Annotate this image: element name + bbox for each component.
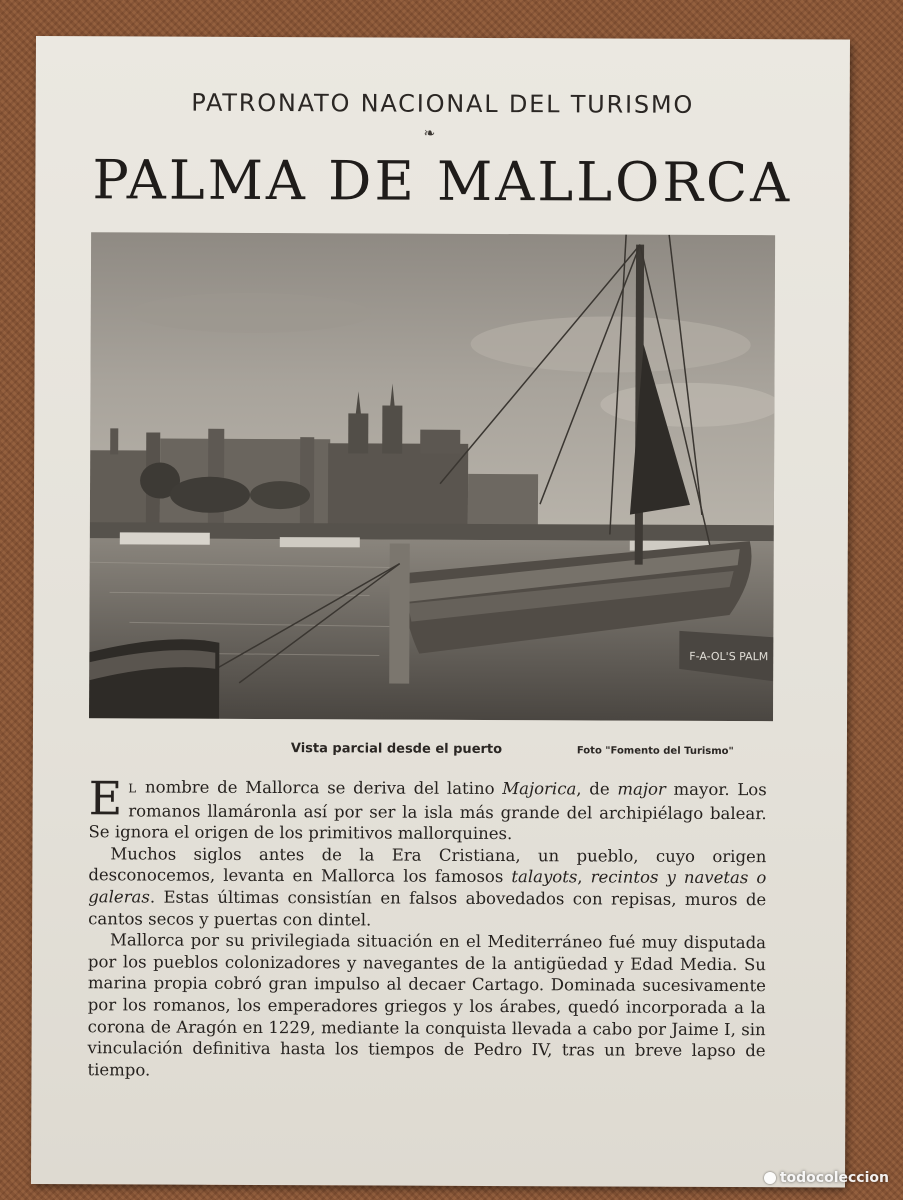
watermark-icon	[764, 1172, 776, 1184]
small-cap: L	[128, 781, 138, 796]
boat-inscription: F-A-OL'S PALM	[689, 649, 769, 664]
text-run: ,	[577, 867, 591, 887]
paragraph-2	[88, 843, 766, 932]
harbor-photo-illustration	[89, 232, 775, 721]
italic-run: Majorica	[502, 779, 577, 799]
photo-caption: Vista parcial desde el puerto	[290, 741, 503, 758]
photo-caption-row	[33, 740, 847, 764]
text-run: , de	[576, 779, 618, 799]
photo-credit: Foto "Fomento del Turismo"	[576, 745, 734, 758]
organization-heading: PATRONATO NACIONAL DEL TURISMO	[191, 88, 695, 119]
article-body	[87, 771, 767, 1083]
text-run: Mallorca por su privilegiada situación en el Mediterráneo fué muy disputada por los pueblos colonizadores y navegantes de la antigüedad y Edad Media. Su marina propia cobró gran impulso al decaer Cartago. Dominada sucesivamente por los romanos, los emperadores griegos y los árabes, quedó incorporada a la corona de Aragón en 1229, mediante la conquista llevada a cabo por Jaime I, sin vinculación definitiva hasta los tiempos de Pedro IV, tras un breve lapso de tiempo.	[87, 930, 767, 1080]
text-run: . Estas últimas consistían en falsos abovedados con repisas, muros de cantos secos y puertas con dintel.	[88, 887, 767, 930]
paragraph-1	[88, 771, 767, 846]
brochure-page	[31, 36, 850, 1188]
page-title: PALMA DE MALLORCA	[92, 148, 793, 215]
text-run: mayor. Los romanos llamáronla así por ser la isla más grande del archipiélago balear. Se ignora el origen de los primitivos mallorquines.	[88, 779, 767, 844]
text-run: nombre de Mallorca se deriva del latino	[137, 777, 503, 799]
ornament-icon: ❧	[423, 125, 436, 142]
text-run: Muchos siglos antes de la Era Cristiana, un pueblo, cuyo origen desconocemos, levanta en Mallorca los famosos	[88, 844, 767, 887]
watermark	[764, 1170, 889, 1186]
harbor-photo	[89, 232, 775, 721]
paragraph-3	[87, 929, 766, 1083]
italic-run: talayots	[511, 867, 578, 887]
watermark-text: todocoleccion	[779, 1170, 889, 1186]
italic-run: major	[617, 779, 666, 799]
drop-cap: E	[88, 771, 123, 826]
italic-run: recintos y navetas o galeras	[88, 867, 767, 907]
